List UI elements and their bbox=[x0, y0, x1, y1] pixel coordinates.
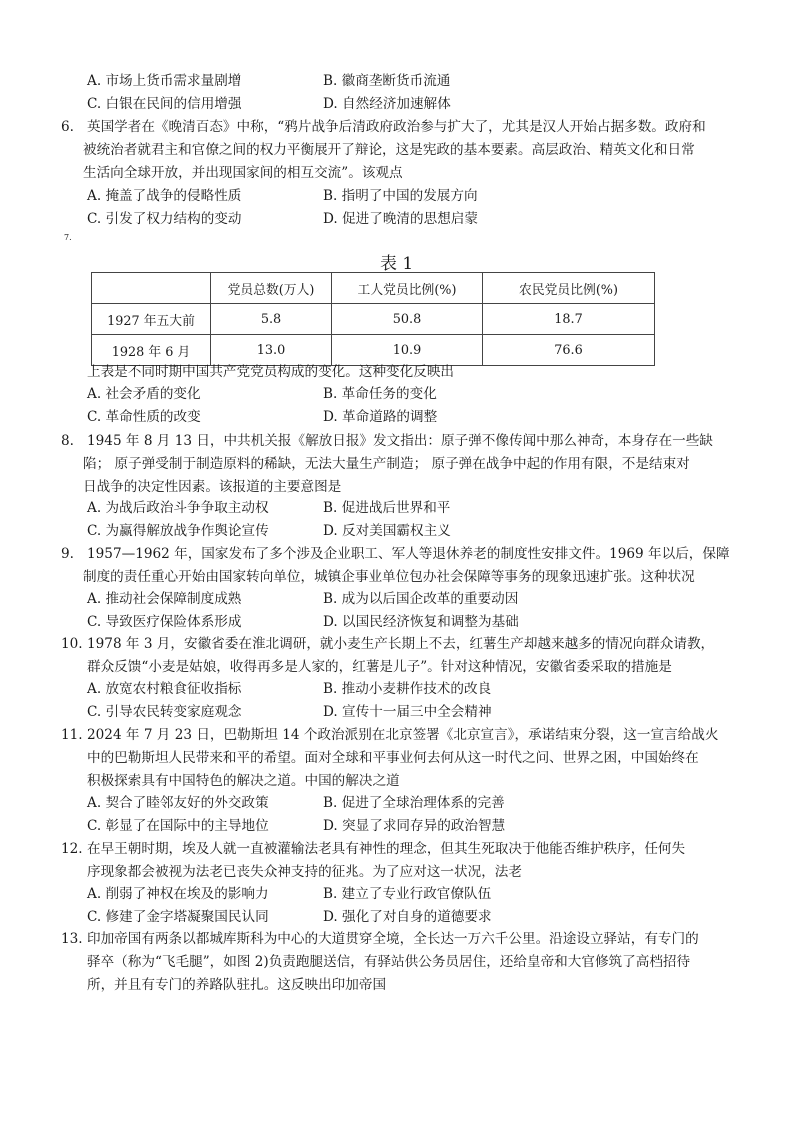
question-text: 1945 年 8 月 13 日，中共机关报《解放日报》发文指出：原子弹不像传闻中那么神奇，本身存在一些缺 bbox=[87, 433, 713, 449]
question-number: 11. bbox=[61, 727, 83, 743]
option-a[interactable]: A. 市场上货币需求量剧增 bbox=[87, 73, 242, 89]
table-header-cell: 党员总数(万人) bbox=[211, 273, 332, 304]
option-row bbox=[87, 588, 647, 611]
q12-options bbox=[87, 883, 647, 929]
table-cell: 76.6 bbox=[483, 335, 655, 366]
question-text: 被统治者就君主和官僚之间的权力平衡展开了辩论，这是宪政的基本要素。高层政治、精英文化和日常 bbox=[83, 142, 695, 158]
option-b[interactable]: B. 成为以后国企改革的重要动因 bbox=[323, 591, 519, 607]
table-cell: 1928 年 6 月 bbox=[92, 335, 211, 366]
table-title: 表 1 bbox=[380, 254, 414, 274]
question-text: 2024 年 7 月 23 日，巴勒斯坦 14 个政治派别在北京签署《北京宣言》，承诺结束分裂，这一宣言给战火 bbox=[87, 727, 719, 743]
option-c[interactable]: C. 引发了权力结构的变动 bbox=[87, 211, 242, 227]
question-13 bbox=[61, 928, 741, 997]
table-header-cell bbox=[92, 273, 211, 304]
option-d[interactable]: D. 宣传十一届三中全会精神 bbox=[323, 704, 492, 720]
q11-options bbox=[87, 792, 647, 838]
option-row bbox=[87, 70, 647, 93]
q6-options bbox=[87, 185, 647, 231]
option-c[interactable]: C. 革命性质的改变 bbox=[87, 409, 201, 425]
option-b[interactable]: B. 指明了中国的发展方向 bbox=[323, 188, 478, 204]
option-a[interactable]: A. 为战后政治斗争争取主动权 bbox=[87, 500, 269, 516]
table-cell: 5.8 bbox=[211, 304, 332, 335]
question-6 bbox=[61, 116, 741, 185]
data-table bbox=[91, 272, 655, 366]
question-text: 上表是不同时期中国共产党党员构成的变化。这种变化反映出 bbox=[87, 364, 455, 380]
option-a[interactable]: A. 削弱了神权在埃及的影响力 bbox=[87, 886, 269, 902]
question-text: 印加帝国有两条以都城库斯科为中心的大道贯穿全境，全长达一万六千公里。沿途设立驿站，有专门的 bbox=[87, 931, 699, 947]
question-text: 序现象都会被视为法老已丧失众神支持的征兆。为了应对这一状况，法老 bbox=[87, 864, 522, 880]
question-text: 在早王朝时期，埃及人就一直被灌输法老具有神性的理念，但其生死取决于他能否维护秩序，任何失 bbox=[87, 841, 686, 857]
option-d[interactable]: D. 突显了求同存异的政治智慧 bbox=[323, 818, 506, 834]
option-a[interactable]: A. 放宽农村粮食征收指标 bbox=[87, 681, 242, 697]
option-row bbox=[87, 701, 647, 724]
question-number: 13. bbox=[61, 931, 83, 947]
option-c[interactable]: C. 彰显了在国际中的主导地位 bbox=[87, 818, 269, 834]
question-number: 12. bbox=[61, 841, 83, 857]
option-d[interactable]: D. 强化了对自身的道德要求 bbox=[323, 909, 492, 925]
question-12 bbox=[61, 838, 741, 884]
option-row bbox=[87, 383, 647, 406]
table-cell: 1927 年五大前 bbox=[92, 304, 211, 335]
table-cell: 50.8 bbox=[332, 304, 483, 335]
option-c[interactable]: C. 引导农民转变家庭观念 bbox=[87, 704, 242, 720]
table-header-cell: 工人党员比例(%) bbox=[332, 273, 483, 304]
option-a[interactable]: A. 契合了睦邻友好的外交政策 bbox=[87, 795, 269, 811]
table-header-cell: 农民党员比例(%) bbox=[483, 273, 655, 304]
option-row bbox=[87, 883, 647, 906]
option-row bbox=[87, 93, 647, 116]
question-text: 英国学者在《晚清百态》中称，“鸦片战争后清政府政治参与扩大了，尤其是汉人开始占据多数。政府和 bbox=[87, 119, 706, 135]
table-cell: 13.0 bbox=[211, 335, 332, 366]
option-c[interactable]: C. 为赢得解放战争作舆论宣传 bbox=[87, 523, 269, 539]
option-b[interactable]: B. 推动小麦耕作技术的改良 bbox=[323, 681, 492, 697]
question-number: 6. bbox=[61, 119, 74, 135]
question-9 bbox=[61, 543, 741, 589]
option-b[interactable]: B. 促进了全球治理体系的完善 bbox=[323, 795, 505, 811]
option-row bbox=[87, 815, 647, 838]
option-row bbox=[87, 906, 647, 929]
question-text: 陷； 原子弹受制于制造原料的稀缺，无法大量生产制造； 原子弹在战争中起的作用有限，不是结束对 bbox=[83, 456, 690, 472]
option-row bbox=[87, 611, 647, 634]
option-b[interactable]: B. 徽商垄断货币流通 bbox=[323, 73, 451, 89]
table-header-row bbox=[92, 273, 655, 304]
question-text: 所，并且有专门的养路队驻扎。这反映出印加帝国 bbox=[87, 977, 387, 993]
option-c[interactable]: C. 修建了金字塔凝聚国民认同 bbox=[87, 909, 269, 925]
question-text: 生活向全球开放，并出现国家间的相互交流”。该观点 bbox=[83, 165, 403, 181]
option-d[interactable]: D. 反对美国霸权主义 bbox=[323, 523, 451, 539]
option-row bbox=[87, 678, 647, 701]
question-number: 10. bbox=[61, 636, 83, 652]
option-row bbox=[87, 185, 647, 208]
question-11 bbox=[61, 724, 741, 793]
table-cell: 10.9 bbox=[332, 335, 483, 366]
q7-options bbox=[87, 383, 647, 429]
question-text: 驿卒（称为“飞毛腿”，如图 2)负责跑腿送信，有驿站供公务员居住，还给皇帝和大官修筑了高档招待 bbox=[87, 954, 691, 970]
question-text: 中的巴勒斯坦人民带来和平的希望。面对全球和平事业何去何从这一时代之问、世界之困，中国始终在 bbox=[87, 750, 699, 766]
table-cell: 18.7 bbox=[483, 304, 655, 335]
option-a[interactable]: A. 社会矛盾的变化 bbox=[87, 386, 201, 402]
option-a[interactable]: A. 推动社会保障制度成熟 bbox=[87, 591, 242, 607]
question-text: 日战争的决定性因素。该报道的主要意图是 bbox=[83, 479, 342, 495]
question-number: 9. bbox=[61, 546, 74, 562]
q5-options bbox=[87, 70, 647, 116]
question-text: 积极探索具有中国特色的解决之道。中国的解决之道 bbox=[87, 773, 400, 789]
option-c[interactable]: C. 白银在民间的信用增强 bbox=[87, 96, 242, 112]
option-row bbox=[87, 520, 647, 543]
question-number: 8. bbox=[61, 433, 74, 449]
question-8 bbox=[61, 430, 741, 499]
table-row bbox=[92, 304, 655, 335]
option-d[interactable]: D. 以国民经济恢复和调整为基础 bbox=[323, 614, 519, 630]
question-number: 7. bbox=[64, 233, 72, 242]
question-text: 1957—1962 年，国家发布了多个涉及企业职工、军人等退休养老的制度性安排文件。1969 年以后，保障 bbox=[87, 546, 730, 562]
option-c[interactable]: C. 导致医疗保险体系形成 bbox=[87, 614, 242, 630]
q8-options bbox=[87, 497, 647, 543]
option-d[interactable]: D. 促进了晚清的思想启蒙 bbox=[323, 211, 478, 227]
option-row bbox=[87, 406, 647, 429]
question-10 bbox=[61, 633, 741, 679]
option-a[interactable]: A. 掩盖了战争的侵略性质 bbox=[87, 188, 242, 204]
option-d[interactable]: D. 革命道路的调整 bbox=[323, 409, 438, 425]
question-text: 1978 年 3 月，安徽省委在淮北调研，就小麦生产长期上不去，红薯生产却越来越多的情况向群众请教， bbox=[87, 636, 715, 652]
question-text: 制度的责任重心开始由国家转向单位，城镇企事业单位包办社会保障等事务的现象迅速扩张。这种状况 bbox=[83, 569, 695, 585]
option-row bbox=[87, 497, 647, 520]
question-text: 群众反馈“小麦是姑娘，收得再多是人家的，红薯是儿子”。针对这种情况，安徽省委采取的措施是 bbox=[87, 659, 672, 675]
q10-options bbox=[87, 678, 647, 724]
q9-options bbox=[87, 588, 647, 634]
option-b[interactable]: B. 建立了专业行政官僚队伍 bbox=[323, 886, 492, 902]
option-b[interactable]: B. 促进战后世界和平 bbox=[323, 500, 451, 516]
option-row bbox=[87, 792, 647, 815]
option-d[interactable]: D. 自然经济加速解体 bbox=[323, 96, 451, 112]
option-b[interactable]: B. 革命任务的变化 bbox=[323, 386, 437, 402]
option-row bbox=[87, 208, 647, 231]
